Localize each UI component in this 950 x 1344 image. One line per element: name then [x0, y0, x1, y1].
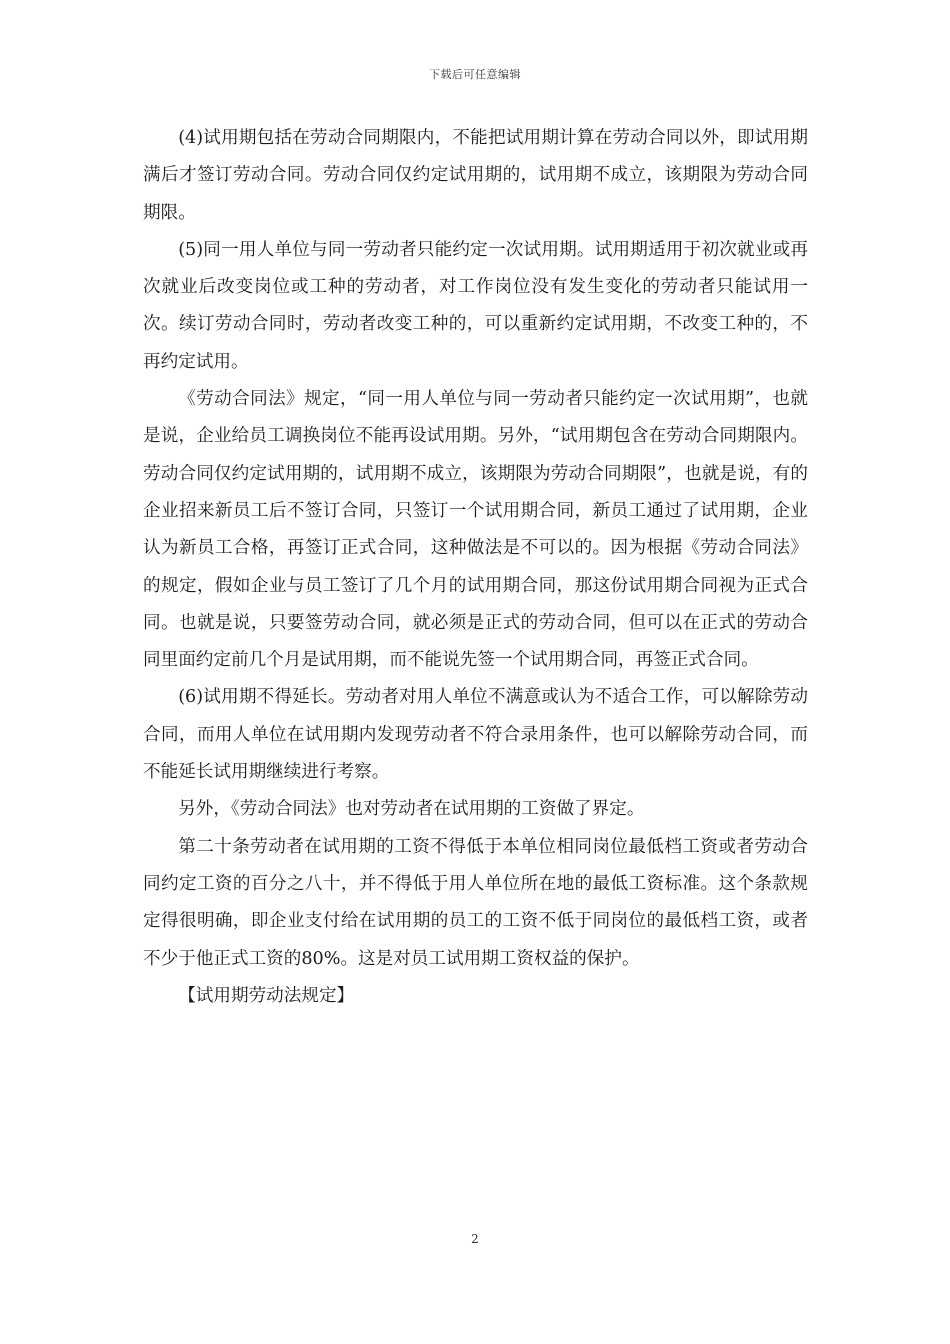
paragraph-labor-contract-law: 《劳动合同法》规定，“同一用人单位与同一劳动者只能约定一次试用期”，也就是说，企业给员工调换岗位不能再设试用期。另外，“试用期包含在劳动合同期限内。劳动合同仅约定试用期的，试用期不成立，该期限为劳动合同期限”，也就是说，有的企业招来新员工后不签订合同，只签订一个试用期合同，新员工通过了试用期，企业认为新员工合格，再签订正式合同，这种做法是不可以的。因为根据《劳动合同法》的规定，假如企业与员工签订了几个月的试用期合同，那这份试用期合同视为正式合同。也就是说，只要签劳动合同，就必须是正式的劳动合同，但可以在正式的劳动合同里面约定前几个月是试用期，而不能说先签一个试用期合同，再签正式合同。 — [143, 389, 808, 671]
section-heading: 【试用期劳动法规定】 — [178, 985, 355, 1006]
page-header: 下载后可任意编辑 — [429, 68, 521, 81]
paragraph-wage-definition: 另外，《劳动合同法》也对劳动者在试用期的工资做了界定。 — [178, 799, 645, 820]
paragraph-no-extension: (6)试用期不得延长。劳动者对用人单位不满意或认为不适合工作，可以解除劳动合同，而用人单位在试用期内发现劳动者不符合录用条件，也可以解除劳动合同，而不能延长试用期继续进行考察。 — [143, 687, 808, 783]
paragraph-article-twenty: 第二十条劳动者在试用期的工资不得低于本单位相同岗位最低档工资或者劳动合同约定工资的百分之八十，并不得低于用人单位所在地的最低工资标准。这个条款规定得很明确，即企业支付给在试用期的员工的工资不低于同岗位的最低档工资，或者不少于他正式工资的80%。这是对员工试用期工资权益的保护。 — [143, 836, 808, 969]
paragraph-probation-term: (4)试用期包括在劳动合同期限内，不能把试用期计算在劳动合同以外，即试用期满后才签订劳动合同。劳动合同仅约定试用期的，试用期不成立，该期限为劳动合同期限。 — [143, 128, 808, 223]
paragraph-single-probation: (5)同一用人单位与同一劳动者只能约定一次试用期。试用期适用于初次就业或再次就业后改变岗位或工种的劳动者，对工作岗位没有发生变化的劳动者只能试用一次。续订劳动合同时，劳动者改变工种的，可以重新约定试用期，不改变工种的，不再约定试用。 — [143, 239, 808, 372]
page-number: 2 — [471, 1232, 479, 1246]
document-body — [143, 120, 808, 1015]
